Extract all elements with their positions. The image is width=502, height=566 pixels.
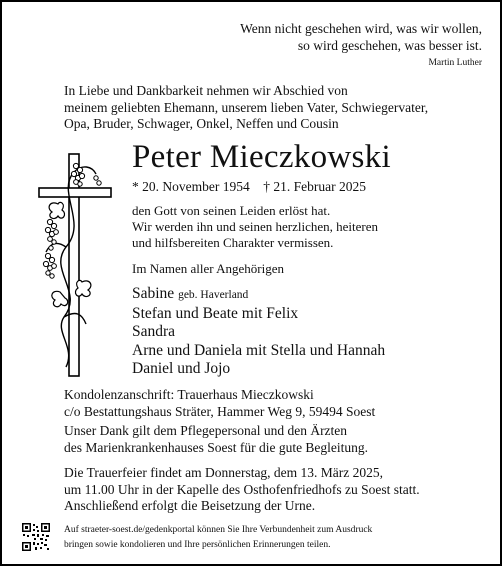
memorial-portal-note [64,523,372,552]
mourner-line-4: Arne und Daniela mit Stella und Hannah [132,341,386,359]
intro-line-2: meinem geliebten Ehemann, unserem lieben Vater, Schwiegervater, [64,99,429,115]
tribute-line-2: Wir werden ihn und seinen herzlichen, heiteren [132,219,379,234]
mourner-line-2: Stefan und Beate mit Felix [132,304,299,322]
birth-date: * 20. November 1954 [132,179,250,194]
mourner-sabine [132,285,385,305]
mourners-list [132,285,385,379]
cross-with-grapevine-icon [36,152,114,378]
service-line-3: Anschließend erfolgt die Beisetzung der Urne. [64,498,316,513]
tribute-line-1: den Gott von seinen Leiden erlöst hat. [132,203,331,218]
intro-line-3: Opa, Bruder, Schwager, Onkel, Neffen und Cousin [64,116,339,131]
address-line-2: c/o Bestattungshaus Sträter, Hammer Weg 9, 59494 Soest [64,403,376,419]
deceased-name: Peter Mieczkowski [132,139,391,175]
life-dates [132,179,366,195]
funeral-service-text [64,465,420,515]
footer-line-2: bringen sowie kondolieren und Ihre persönlichen Erinnerungen teilen. [64,539,331,550]
mourner-line-5: Daniel und Jojo [132,360,231,377]
quote-line-2: so wird geschehen, was besser ist. [297,38,482,53]
service-line-2: um 11.00 Uhr in der Kapelle des Osthofenfriedhofs zu Soest statt. [64,481,420,497]
address-line-1: Kondolenzanschrift: Trauerhaus Mieczkowski [64,387,314,402]
thanks-line-2: des Marienkrankenhauses Soest für die gute Begleitung. [64,439,369,455]
mourner-line-3: Sandra [132,323,176,340]
quote-author: Martin Luther [428,58,482,68]
thanks-text [64,423,368,456]
service-line-1: Die Trauerfeier findet am Donnerstag, dem 13. März 2025, [64,465,384,480]
condolence-address [64,387,375,420]
footer-line-1: Auf straeter-soest.de/gedenkportal können Sie Ihre Verbundenheit zum Ausdruck [64,525,373,535]
qr-code-icon[interactable] [22,523,50,551]
tribute-text [132,203,378,251]
mourner-sabine-name: Sabine [132,285,175,302]
intro-line-1: In Liebe und Dankbarkeit nehmen wir Abschied von [64,83,348,98]
death-date: † 21. Februar 2025 [263,179,366,194]
tribute-line-3: und hilfsbereiten Charakter vermissen. [132,235,334,250]
thanks-line-1: Unser Dank gilt dem Pflegepersonal und den Ärzten [64,423,348,438]
intro-text [64,83,428,133]
on-behalf-line: Im Namen aller Angehörigen [132,261,284,276]
mourner-sabine-maiden: geb. Haverland [178,289,249,301]
epigraph [240,20,482,69]
quote-line-1: Wenn nicht geschehen wird, was wir wollen, [240,21,482,36]
